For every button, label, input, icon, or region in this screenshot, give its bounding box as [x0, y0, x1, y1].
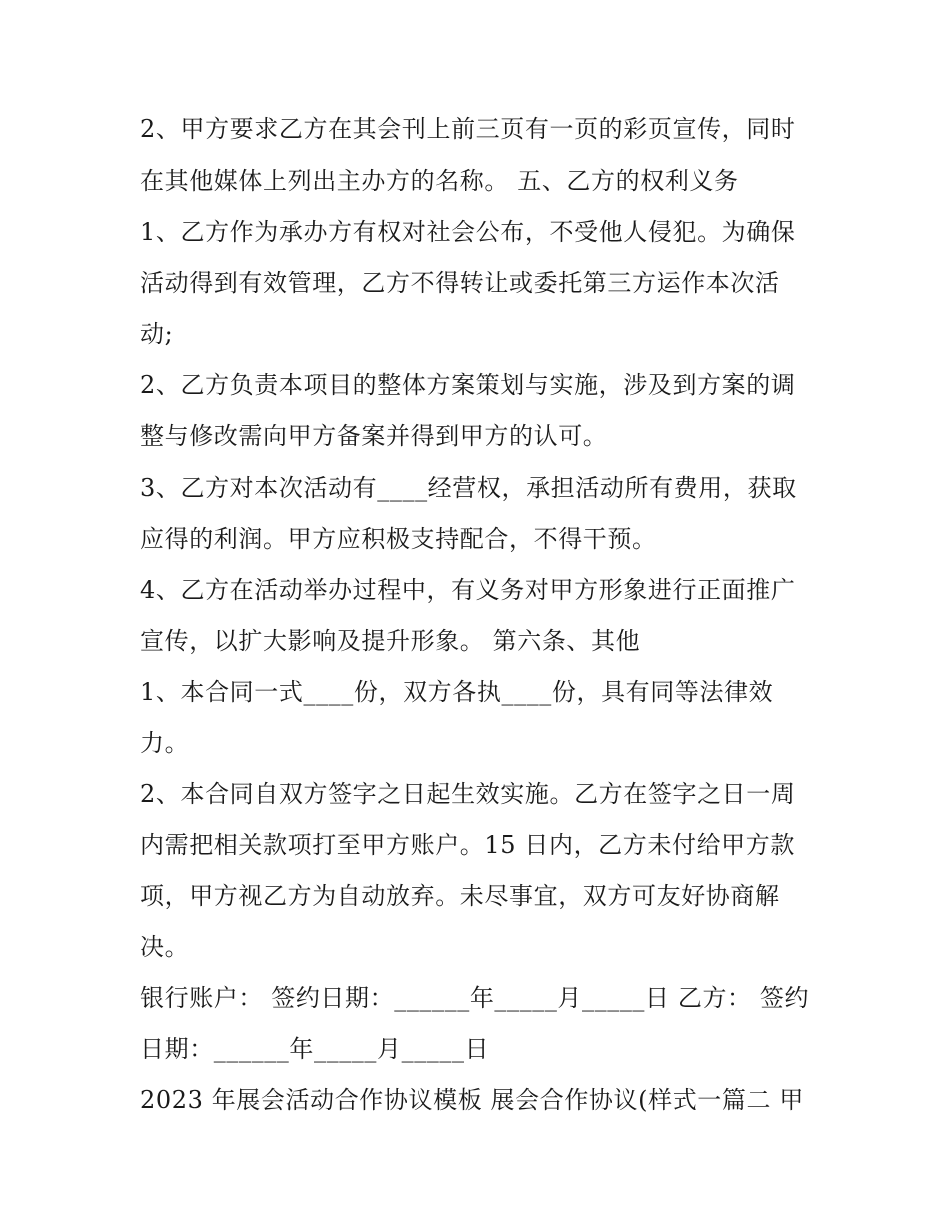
text-line: 项，甲方视乙方为自动放弃。未尽事宜，双方可友好协商解 [140, 882, 780, 910]
text-line: 2、甲方要求乙方在其会刊上前三页有一页的彩页宣传，同时 [140, 115, 796, 143]
text-line: 1、乙方作为承办方有权对社会公布，不受他人侵犯。为确保 [140, 218, 796, 246]
text-line: 银行账户： 签约日期：______年_____月_____日 乙方： 签约 [140, 984, 810, 1012]
text-line: 活动得到有效管理，乙方不得转让或委托第三方运作本次活 [140, 269, 780, 297]
text-line: 4、乙方在活动举办过程中，有义务对甲方形象进行正面推广 [140, 576, 796, 604]
text-line: 决。 [140, 933, 190, 961]
text-line: 2、本合同自双方签字之日起生效实施。乙方在签字之日一周 [140, 780, 796, 808]
text-line: 宣传，以扩大影响及提升形象。 第六条、其他 [140, 627, 641, 655]
text-line: 在其他媒体上列出主办方的名称。 五、乙方的权利义务 [140, 167, 739, 195]
text-line: 3、乙方对本次活动有____经营权，承担活动所有费用，获取 [140, 474, 797, 502]
text-line: 内需把相关款项打至甲方账户。15 日内，乙方未付给甲方款 [140, 831, 795, 859]
text-line: 1、本合同一式____份，双方各执____份，具有同等法律效 [140, 678, 774, 706]
text-line: 日期：______年_____月_____日 [140, 1035, 490, 1063]
text-line: 2023 年展会活动合作协议模板 展会合作协议(样式一篇二 甲 [140, 1086, 804, 1114]
text-line: 应得的利润。甲方应积极支持配合，不得干预。 [140, 525, 657, 553]
text-line: 动; [140, 320, 174, 348]
text-line: 整与修改需向甲方备案并得到甲方的认可。 [140, 422, 608, 450]
text-line: 力。 [140, 729, 190, 757]
text-line: 2、乙方负责本项目的整体方案策划与实施，涉及到方案的调 [140, 371, 796, 399]
